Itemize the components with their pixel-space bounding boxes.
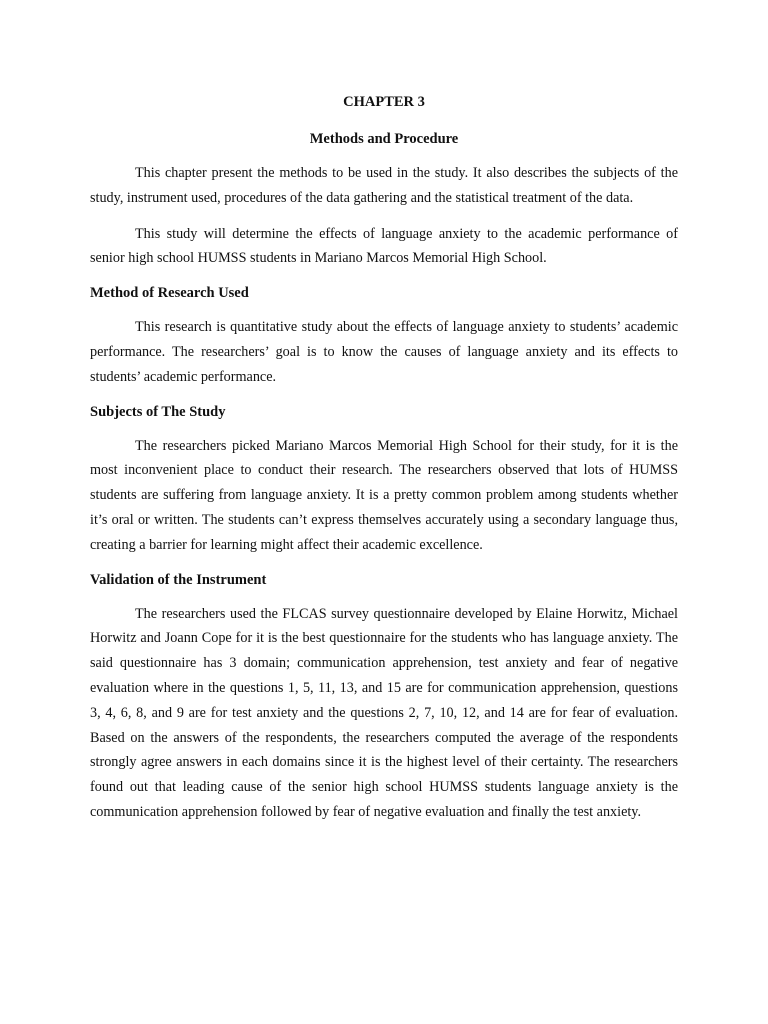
section-paragraph: This research is quantitative study about the effects of language anxiety to students’ academic performance. The researchers’ goal is to know the causes of language anxiety and its effects to students’ academic performance. [90, 319, 678, 385]
intro-paragraph-1: This chapter present the methods to be used in the study. It also describes the subjects of the study, instrument used, procedures of the data gathering and the statistical treatment of the data. [90, 165, 678, 206]
chapter-title: Methods and Procedure [309, 131, 459, 147]
section-heading: Method of Research Used [90, 285, 249, 302]
chapter-label: CHAPTER 3 [343, 94, 425, 110]
section-heading: Subjects of The Study [90, 403, 226, 420]
section-method-of-research [90, 282, 678, 389]
section-subjects-of-study [90, 401, 678, 558]
page-content [90, 91, 678, 825]
section-paragraph: The researchers used the FLCAS survey questionnaire developed by Elaine Horwitz, Michael Horwitz and Joann Cope for it is the best questionnaire for the students who has language anxiety. The said questionnaire has 3 domain; communication apprehension, test anxiety and fear of negative evaluation where in the questions 1, 5, 11, 13, and 15 are for communication apprehension, questions 3, 4, 6, 8, and 9 are for test anxiety and the questions 2, 7, 10, 12, and 14 are for fear of evaluation. Based on the answers of the respondents, the researchers computed the average of the respondents strongly agree answers in each domains since it is the highest level of their certainty. The researchers found out that leading cause of the senior high school HUMSS students language anxiety is the communication apprehension followed by fear of negative evaluation and finally the test anxiety. [90, 605, 678, 820]
section-paragraph: The researchers picked Mariano Marcos Memorial High School for their study, for it is the most inconvenient place to conduct their research. The researchers observed that lots of HUMSS students are suffering from language anxiety. It is a pretty common problem among students whether it’s oral or written. The students can’t express themselves accurately using a secondary language thus, creating a barrier for learning might affect their academic excellence. [90, 437, 678, 553]
section-validation-of-instrument [90, 569, 678, 825]
intro-paragraph-2: This study will determine the effects of language anxiety to the academic performance of senior high school HUMSS students in Mariano Marcos Memorial High School. [90, 225, 678, 267]
section-heading: Validation of the Instrument [90, 571, 267, 588]
